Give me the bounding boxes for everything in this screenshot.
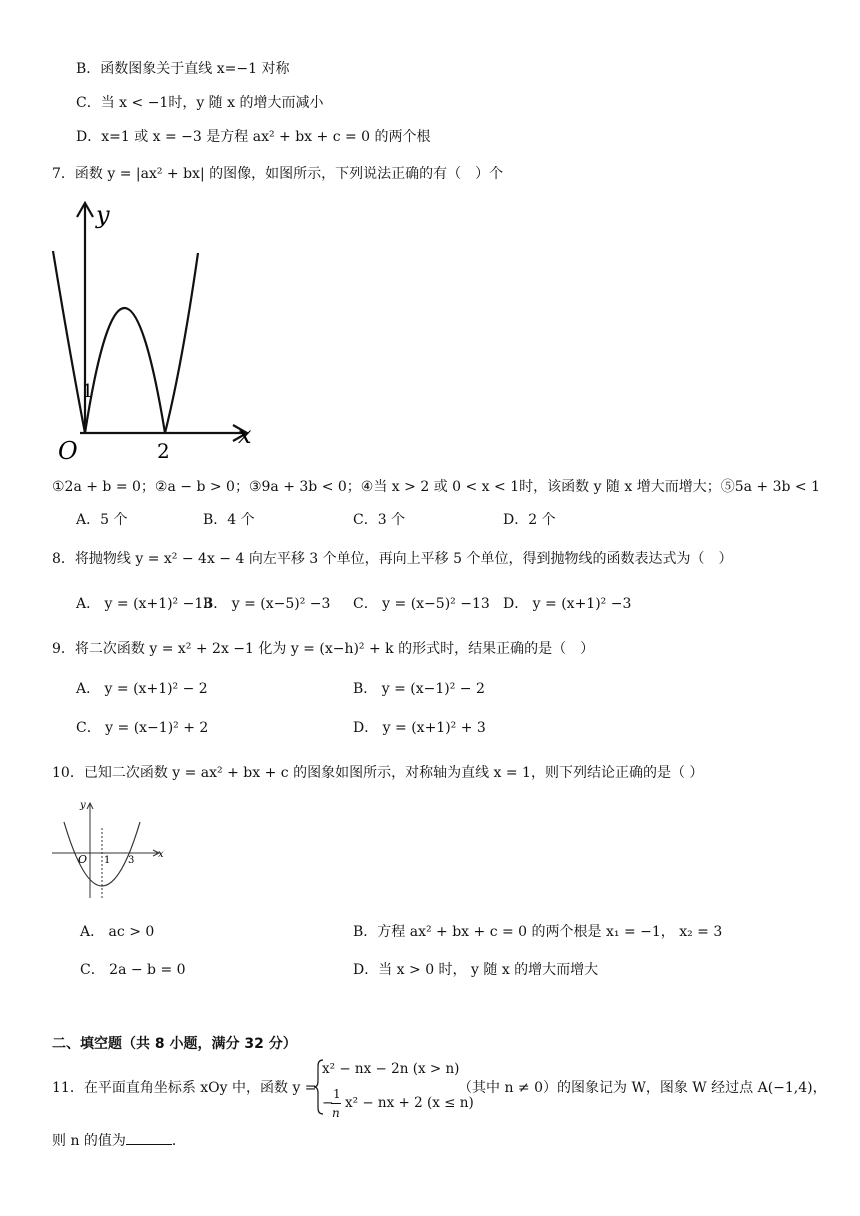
- q7-option-d: D．2 个: [503, 512, 556, 528]
- q10-stem: 10．已知二次函数 y = ax² + bx + c 的图象如图所示，对称轴为直线 x = 1，则下列结论正确的是（ ）: [52, 765, 704, 781]
- q8-option-b: B． y = (x−5)² −3: [203, 596, 331, 612]
- q11-line2-text: 则 n 的值为: [52, 1133, 126, 1149]
- q10-option-c: C． 2a − b = 0: [80, 962, 186, 978]
- q10-origin-label: O: [78, 853, 88, 866]
- q7-x-label: x: [238, 421, 252, 449]
- q10-option-b: B．方程 ax² + bx + c = 0 的两个根是 x₁ = −1， x₂ = 3: [353, 924, 723, 940]
- q11-case-2: x² − nx + 2 (x ≤ n): [345, 1095, 474, 1111]
- q10-y-label: y: [80, 800, 86, 811]
- q8-option-a: A． y = (x+1)² −13: [76, 596, 213, 612]
- q10-tick-1: 1: [104, 855, 111, 866]
- q10-tick-3: 3: [128, 855, 135, 866]
- q11-line2: [52, 1130, 186, 1151]
- q9-option-c: C． y = (x−1)² + 2: [76, 720, 209, 736]
- q11-frac-den: n: [332, 1106, 340, 1120]
- q11-prefix: 11．在平面直角坐标系 xOy 中，函数 y =: [52, 1080, 317, 1096]
- q8-option-c: C． y = (x−5)² −13: [353, 596, 490, 612]
- q10-option-d: D．当 x > 0 时， y 随 x 的增大而增大: [353, 962, 599, 978]
- q10-x-label: x: [158, 849, 164, 860]
- q11-frac-num: 1: [333, 1087, 341, 1101]
- q11-answer-blank[interactable]: [126, 1130, 172, 1145]
- q10-graph: [50, 798, 170, 903]
- q6-option-c: C．当 x < −1时，y 随 x 的增大而减小: [76, 95, 324, 111]
- q7-y-label: y: [96, 201, 110, 229]
- q6-option-b: B．函数图象关于直线 x=−1 对称: [76, 61, 290, 77]
- q10-option-a: A． ac > 0: [80, 924, 155, 940]
- q7-graph: [40, 195, 270, 470]
- q11-case-2-minus: −: [322, 1095, 334, 1111]
- q7-stem: 7．函数 y = |ax² + bx| 的图像，如图所示，下列说法正确的有（ ）个: [52, 166, 504, 182]
- q11-end: ．: [171, 1133, 186, 1149]
- q11-suffix: （其中 n ≠ 0）的图象记为 W，图象 W 经过点 A(−1,4)，: [458, 1080, 827, 1096]
- section-heading: 二、填空题（共 8 小题，满分 32 分）: [52, 1036, 297, 1052]
- q8-option-d: D． y = (x+1)² −3: [503, 596, 632, 612]
- q9-option-d: D． y = (x+1)² + 3: [353, 720, 486, 736]
- q7-tick-2: 2: [157, 439, 170, 463]
- q7-origin-label: O: [58, 437, 78, 465]
- q11-case-1: x² − nx − 2n (x > n): [322, 1061, 460, 1077]
- q7-option-b: B．4 个: [203, 512, 255, 528]
- q7-option-c: C．3 个: [353, 512, 406, 528]
- q7-tick-1: 1: [82, 381, 94, 402]
- q9-stem: 9．将二次函数 y = x² + 2x −1 化为 y = (x−h)² + k 的形式时，结果正确的是（ ）: [52, 641, 595, 657]
- q6-option-d: D．x=1 或 x = −3 是方程 ax² + bx + c = 0 的两个根: [76, 129, 431, 145]
- q9-option-b: B． y = (x−1)² − 2: [353, 681, 485, 697]
- q7-option-a: A．5 个: [76, 512, 128, 528]
- q7-statements: ①2a + b = 0；②a − b > 0；③9a + 3b < 0；④当 x > 2 或 0 < x < 1时，该函数 y 随 x 增大而增大；⑤5a + 3b < 1: [52, 479, 821, 495]
- q9-option-a: A． y = (x+1)² − 2: [76, 681, 208, 697]
- q8-stem: 8．将抛物线 y = x² − 4x − 4 向左平移 3 个单位，再向上平移 5 个单位，得到抛物线的函数表达式为（ ）: [52, 551, 733, 567]
